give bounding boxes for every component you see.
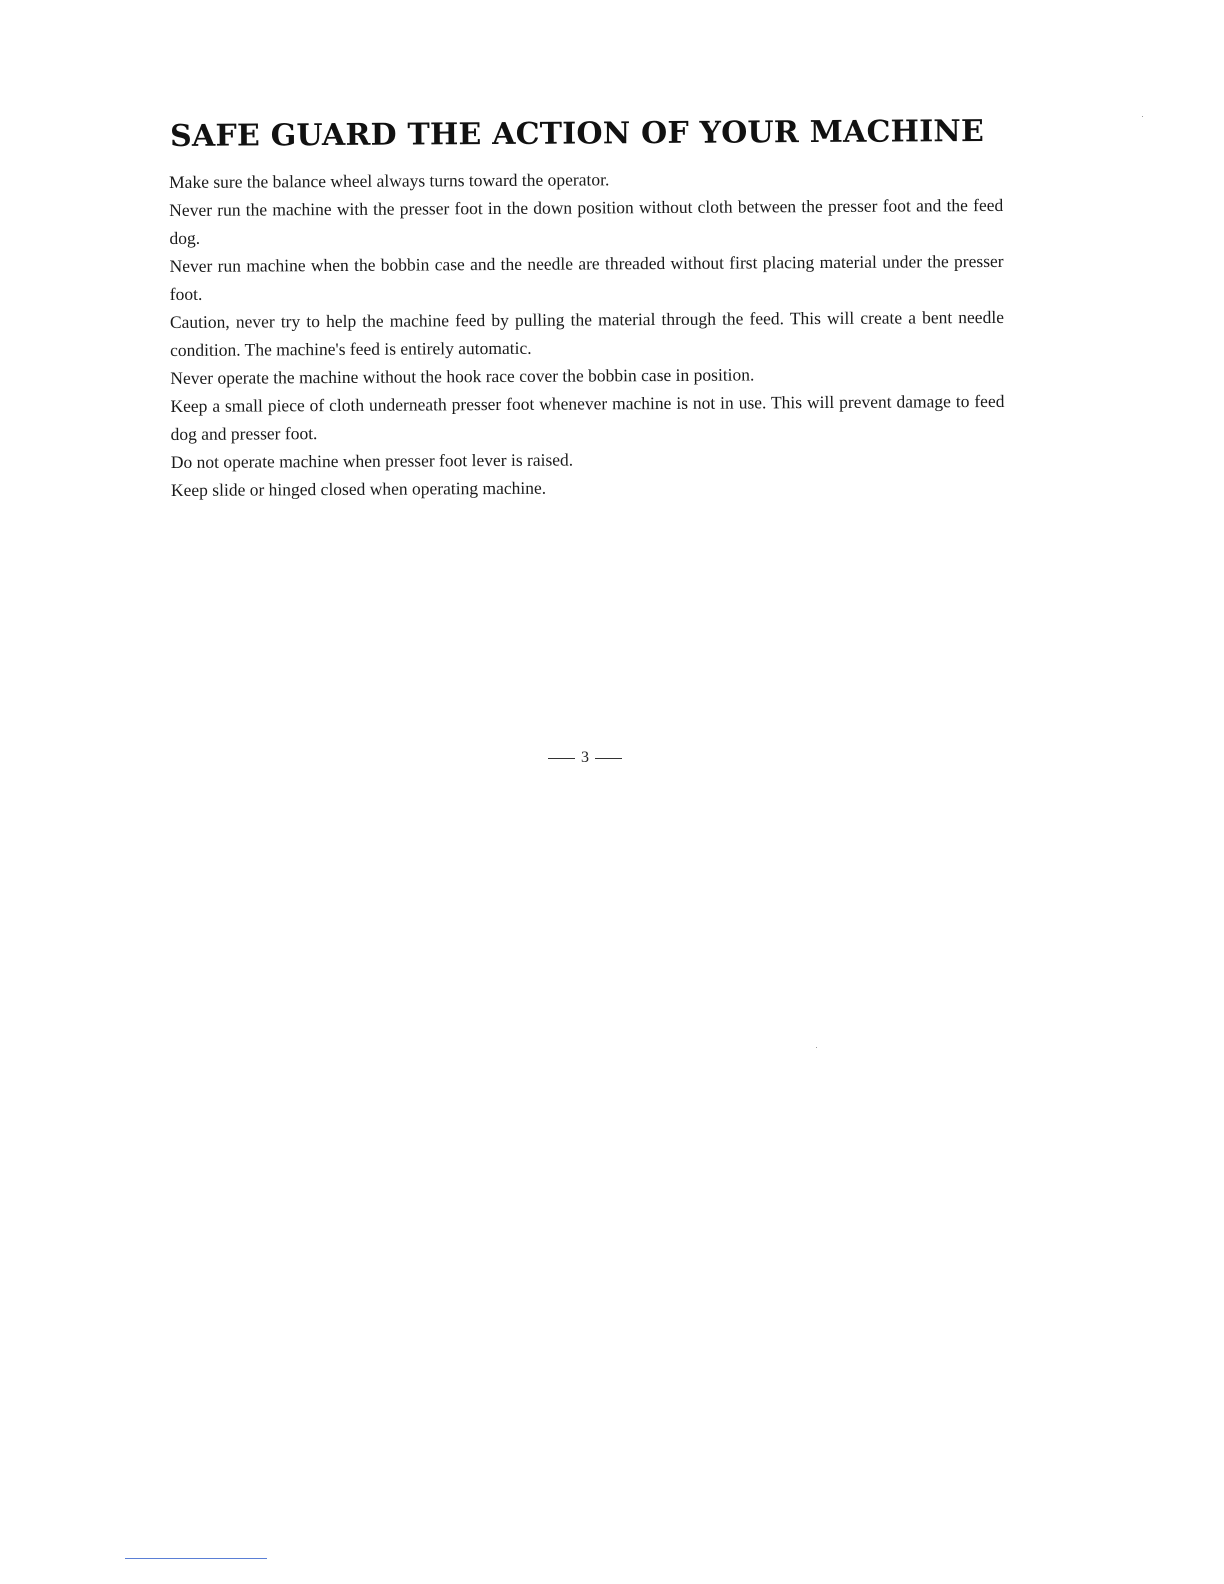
instruction-caution-feed: Caution, never try to help the machine feed by pulling the material through the feed. This will create a bent needle condition. The machine's feed is entirely automatic. bbox=[169, 306, 1004, 360]
footer-rule bbox=[125, 1558, 267, 1559]
instruction-bobbin-needle-threaded: Never run machine when the bobbin case and the needle are threaded without first placing material under the presser foot. bbox=[169, 250, 1004, 304]
instruction-presser-foot-down: Never run the machine with the presser foot in the down position without cloth between the presser foot and the feed dog. bbox=[169, 194, 1004, 248]
instruction-slide-closed: Keep slide or hinged closed when operating machine. bbox=[170, 477, 547, 500]
page-number-right-dash bbox=[595, 758, 622, 759]
page-number-value: 3 bbox=[581, 749, 589, 766]
page-number bbox=[540, 749, 630, 767]
page-title: SAFE GUARD THE ACTION OF YOUR MACHINE bbox=[170, 114, 985, 155]
instruction-hook-race-cover: Never operate the machine without the hook race cover the bobbin case in position. bbox=[170, 364, 755, 388]
page-number-left-dash bbox=[548, 758, 575, 759]
safety-instructions bbox=[169, 163, 1005, 504]
instruction-cloth-under-foot: Keep a small piece of cloth underneath presser foot whenever machine is not in use. This will prevent damage to feed dog and presser foot. bbox=[170, 390, 1005, 444]
scan-speck bbox=[816, 1047, 817, 1048]
scan-speck bbox=[1142, 116, 1143, 117]
instruction-balance-wheel: Make sure the balance wheel always turns toward the operator. bbox=[169, 169, 610, 192]
instruction-lever-raised: Do not operate machine when presser foot lever is raised. bbox=[170, 449, 574, 472]
